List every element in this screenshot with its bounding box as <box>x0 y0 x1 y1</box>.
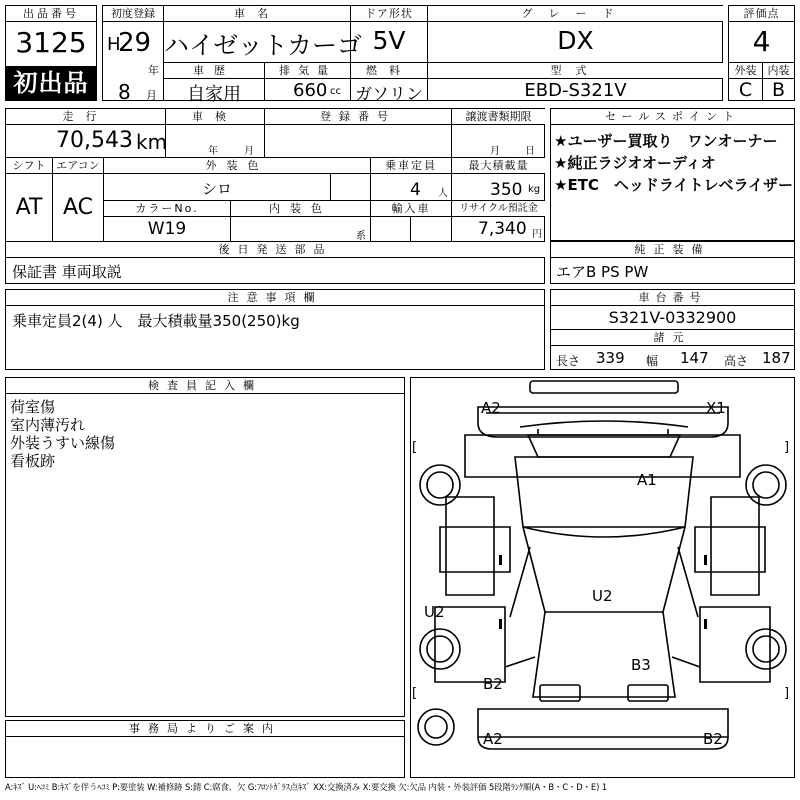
sales-point-3: ★ETC ヘッドライトレベライザー <box>554 176 794 194</box>
notes-header: 注意事項欄 <box>6 290 544 305</box>
fuel-value: ガソリン <box>355 85 423 105</box>
first-listing-badge: 初出品 <box>6 66 96 100</box>
mark-rear-left: B2 <box>483 675 503 693</box>
int-color-suffix: 系 <box>356 231 366 242</box>
bracket-left-bottom: [ <box>412 686 418 701</box>
shift-header: シフト <box>6 158 52 173</box>
mark-front-left: A2 <box>481 399 501 417</box>
history-header: 車歴 <box>164 63 264 78</box>
mark-rear-door: B3 <box>631 656 651 674</box>
max-load-header: 最大積載量 <box>452 158 545 173</box>
aircon-value: AC <box>62 195 94 220</box>
height-label: 高さ <box>724 354 749 368</box>
exterior-header: 外装 <box>729 63 762 78</box>
recycle-header: リサイクル預託金 <box>452 201 545 216</box>
dimensions-header: 諸元 <box>551 330 794 345</box>
mark-front-right: X1 <box>706 399 726 417</box>
genuine-equipment-header: 純正装備 <box>551 242 794 257</box>
door-header: ドア形状 <box>351 6 427 21</box>
aircon-header: エアコン <box>53 158 103 173</box>
int-color-header: 内装色 <box>231 201 370 216</box>
exterior-score: C <box>738 79 753 101</box>
width-value: 147 <box>680 349 709 367</box>
car-name: ハイゼットカーゴ <box>164 31 363 60</box>
lot-number: 3125 <box>15 26 87 59</box>
shift-value: AT <box>15 195 43 220</box>
mileage-unit: km <box>136 130 168 154</box>
first-reg-header: 初度登録 <box>103 6 163 21</box>
transfer-day-unit: 日 <box>525 146 535 157</box>
mark-bumper-left: A2 <box>483 730 503 748</box>
office-header: 事務局よりご案内 <box>6 721 404 736</box>
inspection-header: 車検 <box>166 109 264 124</box>
recycle-unit: 円 <box>532 229 542 240</box>
car-diagram <box>410 377 795 778</box>
later-parts-value: 保証書 車両取説 <box>12 263 122 281</box>
car-name-header: 車名 <box>164 6 350 21</box>
inspector-note-2: 室内薄汚れ <box>10 416 86 434</box>
first-reg-year-unit: 年 <box>148 64 159 77</box>
ext-color-header: 外装色 <box>104 158 370 173</box>
lot-number-header: 出品番号 <box>6 6 96 22</box>
mark-left-side: U2 <box>424 603 445 621</box>
import-header: 輸入車 <box>371 201 451 216</box>
max-load-value: 350 <box>490 180 523 200</box>
mileage-header: 走行 <box>6 109 165 124</box>
model-value: EBD-S321V <box>524 80 627 101</box>
first-reg-year: 29 <box>118 28 152 58</box>
capacity-value: 4 <box>410 180 421 200</box>
chassis-value: S321V-0332900 <box>608 308 737 327</box>
first-reg-month: 8 <box>118 80 131 104</box>
notes-value: 乗車定員2(4) 人 最大積載量350(250)kg <box>12 312 300 330</box>
color-no-value: W19 <box>147 219 187 239</box>
sales-points-header: セールスポイント <box>551 109 794 124</box>
recycle-value: 7,340 <box>478 219 527 239</box>
max-load-unit: kg <box>528 184 541 195</box>
history-value: 自家用 <box>187 84 241 105</box>
door-type: 5V <box>372 26 406 55</box>
mark-bumper-right: B2 <box>703 730 723 748</box>
grade-header: グレード <box>428 6 723 21</box>
inspector-note-3: 外装うすい線傷 <box>10 434 116 452</box>
genuine-equipment-value: エアB PS PW <box>556 263 649 281</box>
displacement-value: 660 <box>293 80 328 101</box>
width-label: 幅 <box>646 354 659 368</box>
inspection-month-unit: 月 <box>244 146 254 157</box>
sales-point-1: ★ユーザー買取り ワンオーナー <box>554 132 778 150</box>
overall-score: 4 <box>752 25 771 58</box>
interior-score: B <box>771 79 786 101</box>
reg-no-header: 登録番号 <box>265 109 451 124</box>
sales-point-2: ★純正ラジオオーディオ <box>554 154 716 172</box>
length-value: 339 <box>596 349 625 367</box>
legend-text: A:ｷｽﾞ U:ﾍｺﾐ B:ｷｽﾞを伴うﾍｺﾐ P:要塗装 W:補修跡 S:錆 C:腐食、欠 G:ﾌﾛﾝﾄｶﾞﾗｽ点ｷｽﾞ XX:交換済み X:要交換 欠:欠品 内装・外装評価 5段階ﾗﾝｸ順(A・B・C・D・E) 1 <box>5 782 608 792</box>
chassis-header: 車台番号 <box>551 290 794 305</box>
mark-hood: A1 <box>637 471 657 489</box>
displacement-unit: cc <box>330 86 341 97</box>
bracket-right-bottom: ] <box>784 686 790 701</box>
inspection-year-unit: 年 <box>208 146 218 157</box>
bracket-left-top: [ <box>412 440 418 455</box>
capacity-unit: 人 <box>438 188 448 199</box>
length-label: 長さ <box>556 354 581 368</box>
height-value: 187 <box>762 349 791 367</box>
inspector-note-4: 看板跡 <box>10 452 56 470</box>
inspector-note-1: 荷室傷 <box>10 398 56 416</box>
mileage-value: 70,543 <box>56 128 133 153</box>
transfer-deadline-header: 譲渡書類期限 <box>452 109 545 124</box>
model-header: 型式 <box>428 63 723 78</box>
grade: DX <box>557 26 594 55</box>
bracket-right-top: ] <box>784 440 790 455</box>
displacement-header: 排気量 <box>265 63 350 78</box>
first-reg-month-unit: 月 <box>146 89 157 102</box>
fuel-header: 燃料 <box>351 63 427 78</box>
ext-color-value: シロ <box>201 180 232 198</box>
interior-header: 内装 <box>763 63 794 78</box>
transfer-month-unit: 月 <box>490 146 500 157</box>
first-reg-era: H <box>107 34 121 55</box>
inspector-header: 検査員記入欄 <box>6 378 404 393</box>
capacity-header: 乗車定員 <box>371 158 451 173</box>
color-no-header: カラーNo. <box>104 201 230 216</box>
score-header: 評価点 <box>729 6 794 21</box>
later-parts-header: 後日発送部品 <box>6 242 545 257</box>
mark-roof: U2 <box>592 587 613 605</box>
